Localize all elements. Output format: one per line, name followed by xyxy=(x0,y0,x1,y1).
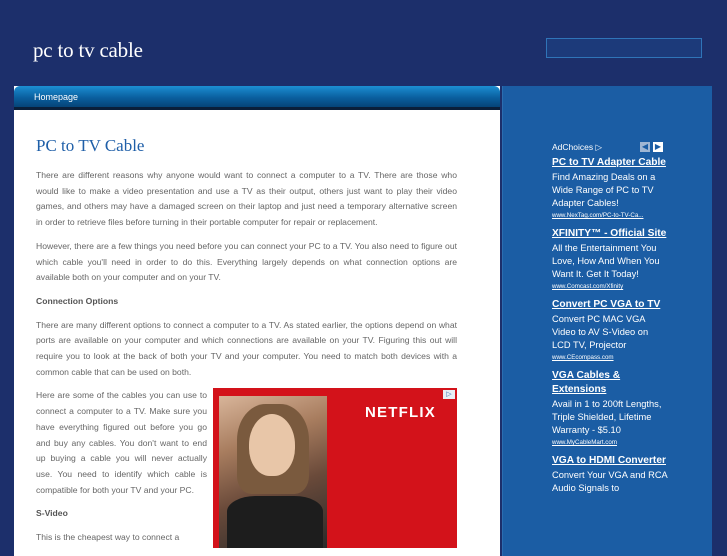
article-paragraph: There are many different options to connect a computer to a TV. As stated earlier, the options depend on what ports are available on your computer and which connections are available on your TV. Figuring this out will require you to look at the back of both your TV and your computer. You need to match both devices with a common cable that can be used on both. xyxy=(36,319,457,377)
ad-url-link[interactable]: www.Comcast.com/Xfinity xyxy=(552,283,624,290)
ad-photo-face xyxy=(249,414,295,476)
ad-title-link[interactable]: VGA Cables & Extensions xyxy=(552,370,621,395)
sidebar-ad xyxy=(552,454,668,495)
page-title: PC to TV Cable xyxy=(36,136,145,155)
article-paragraph: There are different reasons why anyone would want to connect a computer to a TV. There are those who would like to make a video presentation and use a TV as their output, others just want to play their video games, and others may have a damaged screen on their laptop and just need a temporary alternative screen in order to retrieve files before turning in their portable computer for repair or replacement. xyxy=(36,170,457,228)
ad-title-link[interactable]: VGA to HDMI Converter xyxy=(552,455,666,466)
article-paragraph: However, there are a few things you need before you can connect your PC to a TV. You also need to figure out which cable you'll need in order to do this. Everything largely depends on what connection options are available both on your computer and on your TV. xyxy=(36,240,457,283)
ad-description: Convert Your VGA and RCA Audio Signals to xyxy=(552,470,668,493)
ad-url-link[interactable]: www.CEcompass.com xyxy=(552,354,614,361)
ad-photo-body xyxy=(227,496,323,548)
next-arrow-icon[interactable]: ▶ xyxy=(654,142,662,151)
article-paragraph: Here are some of the cables you can use to connect a computer to a TV. Make sure you have everything figured out before you go and buy any cables. You don't want to end up buying a cable you will never actually use. You need to identify which cable is compatible for both your TV and your PC. xyxy=(36,390,207,495)
sidebar xyxy=(502,86,712,556)
ad-description: All the Entertainment You Love, How And When You Want It. Get It Today! xyxy=(552,243,660,279)
ad-photo-image xyxy=(219,396,327,548)
sidebar-ad xyxy=(552,156,668,219)
sidebar-ad-list xyxy=(552,156,668,503)
nav-homepage-link[interactable]: Homepage xyxy=(34,92,79,102)
article xyxy=(36,136,457,554)
sidebar-ad xyxy=(552,227,668,290)
main-content-area xyxy=(14,86,500,556)
sidebar-ad xyxy=(552,298,668,361)
ad-description: Convert PC MAC VGA Video to AV S-Video on LCD TV, Projector xyxy=(552,314,649,350)
article-paragraph: This is the cheapest way to connect a xyxy=(36,532,180,543)
ad-text-block xyxy=(36,388,457,553)
ad-url-link[interactable]: www.MyCableMart.com xyxy=(552,439,617,446)
prev-arrow-icon[interactable]: ◀ xyxy=(641,142,649,151)
adchoices-label[interactable]: AdChoices ▷ xyxy=(552,142,603,152)
nav-bar xyxy=(14,86,500,110)
ad-title-link[interactable]: XFINITY™ - Official Site xyxy=(552,228,667,239)
sidebar-ad xyxy=(552,369,668,446)
adchoices-icon[interactable]: ▷ xyxy=(443,390,455,399)
search-input[interactable] xyxy=(546,38,702,58)
section-heading: Connection Options xyxy=(36,295,119,306)
ad-description: Find Amazing Deals on a Wide Range of PC to TV Adapter Cables! xyxy=(552,172,656,208)
section-heading: S-Video xyxy=(36,508,68,519)
netflix-banner-ad[interactable] xyxy=(213,388,457,548)
ad-title-link[interactable]: Convert PC VGA to TV xyxy=(552,299,661,310)
ad-description: Avail in 1 to 200ft Lengths, Triple Shielded, Lifetime Warranty - $5.10 xyxy=(552,399,662,435)
netflix-logo: NETFLIX xyxy=(365,404,436,422)
ad-url-link[interactable]: www.NexTag.com/PC-to-TV-Ca... xyxy=(552,212,644,219)
ad-title-link[interactable]: PC to TV Adapter Cable xyxy=(552,157,666,168)
site-title[interactable]: pc to tv cable xyxy=(33,38,143,62)
